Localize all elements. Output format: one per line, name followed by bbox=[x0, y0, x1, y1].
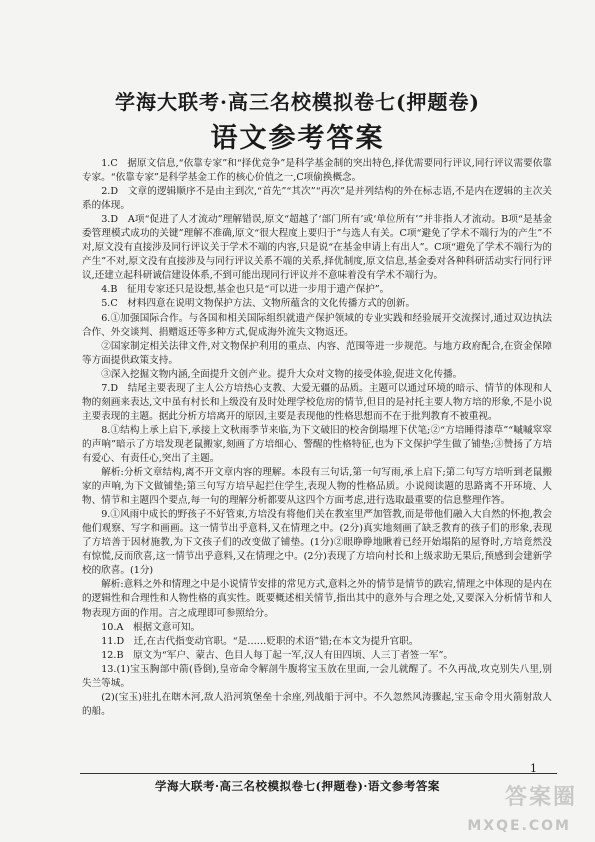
answer-paragraph: 8.①结构上承上启下,承接上文秋雨季节来临,为下文破旧的校舍倒塌埋下伏笔;②“方培睡得漆草”“嘁嘁窣窣的声响”暗示了方培发现老鼠搬家,刻画了方培细心、警醒的性格特征,也为下文保护学生做了铺垫;③赞扬了方培有爱心、有责任心,突出了主题。 bbox=[82, 424, 552, 464]
answer-paragraph: 3.D A项“促进了人才流动”理解错误,原文“超越了‘部门所有’或‘单位所有’”并非指人才流动。B项“是基金委管理模式成功的关键”理解不准确,原文“很大程度上要归于”与选人有关。C项“避免了学术不端行为的产生”不对,原文没有直接涉及同行评议关于学术不端的内容,只是说“在基金申请上有出人”。C项“避免了学术不端行为的产生”不对,原文没有直接涉及与同行评议关系不端的关系,择优制度,原文信息,基金委对各种科研活动实行同行评议,还建立起科研诚信建设体系,不到可能出现同行评议并不意味着没有学术不端行为。 bbox=[82, 214, 552, 282]
answer-paragraph: 4.B 征用专家还只是设想,基金也只是“可以进一步用于遗产保护”。 bbox=[101, 284, 390, 296]
watermark-url: MXQE.COM bbox=[467, 818, 571, 834]
footer-divider bbox=[80, 773, 557, 774]
answer-paragraph: 2.D 文章的逻辑顺序不是由主到次,“首先”“其次”“再次”是并列结构的外在标志语,不是内在逻辑的主次关系的体现。 bbox=[82, 186, 552, 212]
watermark-logo: 答案圈 bbox=[504, 784, 577, 810]
answer-paragraph: 7.D 结尾主要表现了主人公方培热心支教、大爱无疆的品质。主题可以通过环境的暗示、情节的体现和人物的刻画来表达,文中虽有村长和上级没有及时处理学校危房的情节,但目的是衬托主要人物方培的形象,不是小说主要表现的主题。据此分析方培离开的原因,主要是表现他的性格思想而不在于批判教育不被重视。 bbox=[82, 382, 552, 422]
answer-paragraph: ③深入挖掘文物内涵,全面提升文创产业。提升大众对文物的接受体验,促进文化传播。 bbox=[101, 368, 463, 380]
answer-paragraph: 解析:意料之外和情理之中是小说情节安排的常见方式,意料之外的情节是情节的跌宕,情理之中体现的是内在的逻辑性和合理性和人物性格的真实性。既要概述相关情节,指出其中的意外与合理之处,又要深入分析情节和人物表现方面的作用。言之成理即可参照给分。 bbox=[82, 579, 552, 619]
answer-paragraph: 13.(1)宝玉胸部中箭(昏倒),皇帝命令解剖牛腹将宝玉放在里面,一会儿就醒了。不久再战,攻克别失八里,别失兰等城。 bbox=[82, 663, 552, 689]
answer-paragraph: 6.①加强国际合作。与各国和相关国际组织就遗产保护领域的专业实践和经验展开交流探讨,通过双边执法合作、外交谈判、捐赠返还等多种方式,促成海外流失文物返还。 bbox=[82, 312, 552, 338]
answer-paragraph: (2)(宝玉)驻扎在瞎木河,敌人沿河筑堡垒十余座,列战船于河中。不久忽然风涛骤起,宝玉命令用火箭射敌人的船。 bbox=[82, 691, 552, 717]
doc-title: 语文参考答案 bbox=[210, 123, 385, 154]
answer-paragraph: 5.C 材料四意在说明文物保护方法、文物所蕴含的文化传播方式的创新。 bbox=[101, 298, 416, 310]
answer-paragraph: ②国家制定相关法律文件,对文物保护利用的重点、内容、范围等进一步规范。与地方政府配合,在资金保障等方面提供政策支持。 bbox=[82, 340, 552, 366]
answer-paragraph: 1.C 据原文信息,“依靠专家”和“择优竞争”是科学基金制的突出特色,择优需要同行评议,同行评议需要依靠专家。“依靠专家”是科学基金工作的核心价值之一,C项偷换概念。 bbox=[82, 158, 552, 184]
answer-paragraph: 9.①风雨中成长的野孩子不好管束,方培没有将他们关在教室里严加管教,而是带他们融入大自然的怀抱,教会他们观察、写字和画画。这一情节出乎意料,又在情理之中。(2分)真实地刻画了缺乏教育的孩子们的形象,表现了方培善于因材施教,为下文孩子们的改变做了铺垫。(1分)②眼睁睁地瞅着已经开始塌陷的屋脊时,方培竟然没有惊慌,反而欣喜,这一情节出乎意料,又在情理之中。(2分)表现了方培向村长和上级求助无果后,预感到会建新学校的欣喜。(1分) bbox=[82, 509, 552, 577]
answer-paragraph: 11.D 迁,在古代指变动官职。“是……贬职的术语”错;在本文为提升官职。 bbox=[101, 635, 419, 647]
exam-title: 学海大联考·高三名校模拟卷七(押题卷) bbox=[115, 90, 480, 114]
page-number: 1 bbox=[530, 762, 537, 775]
answer-body bbox=[82, 157, 552, 719]
answer-paragraph: 10.A 根据文意可知。 bbox=[101, 621, 201, 633]
footer-text: 学海大联考·高三名校模拟卷七(押题卷)·语文参考答案 bbox=[155, 779, 440, 793]
answer-paragraph: 12.B 原文为“军户、蒙古、色目人每丁起一军,汉人有田四顷、人三丁者签一军”。 bbox=[101, 649, 453, 661]
answer-paragraph: 解析:分析文章结构,离不开文章内容的理解。本段有三句话,第一句写雨,承上启下;第二句写方培听到老鼠搬家的声响,为下文做铺垫;第三句写方培早起拦住学生,表现人物的性格品质。小说阅读题的思路离不开环境、人物、情节和主题四个要点,每一句的理解分析都要从这四个方面考虑,进行选取最重要的信息整理作答。 bbox=[82, 467, 552, 507]
